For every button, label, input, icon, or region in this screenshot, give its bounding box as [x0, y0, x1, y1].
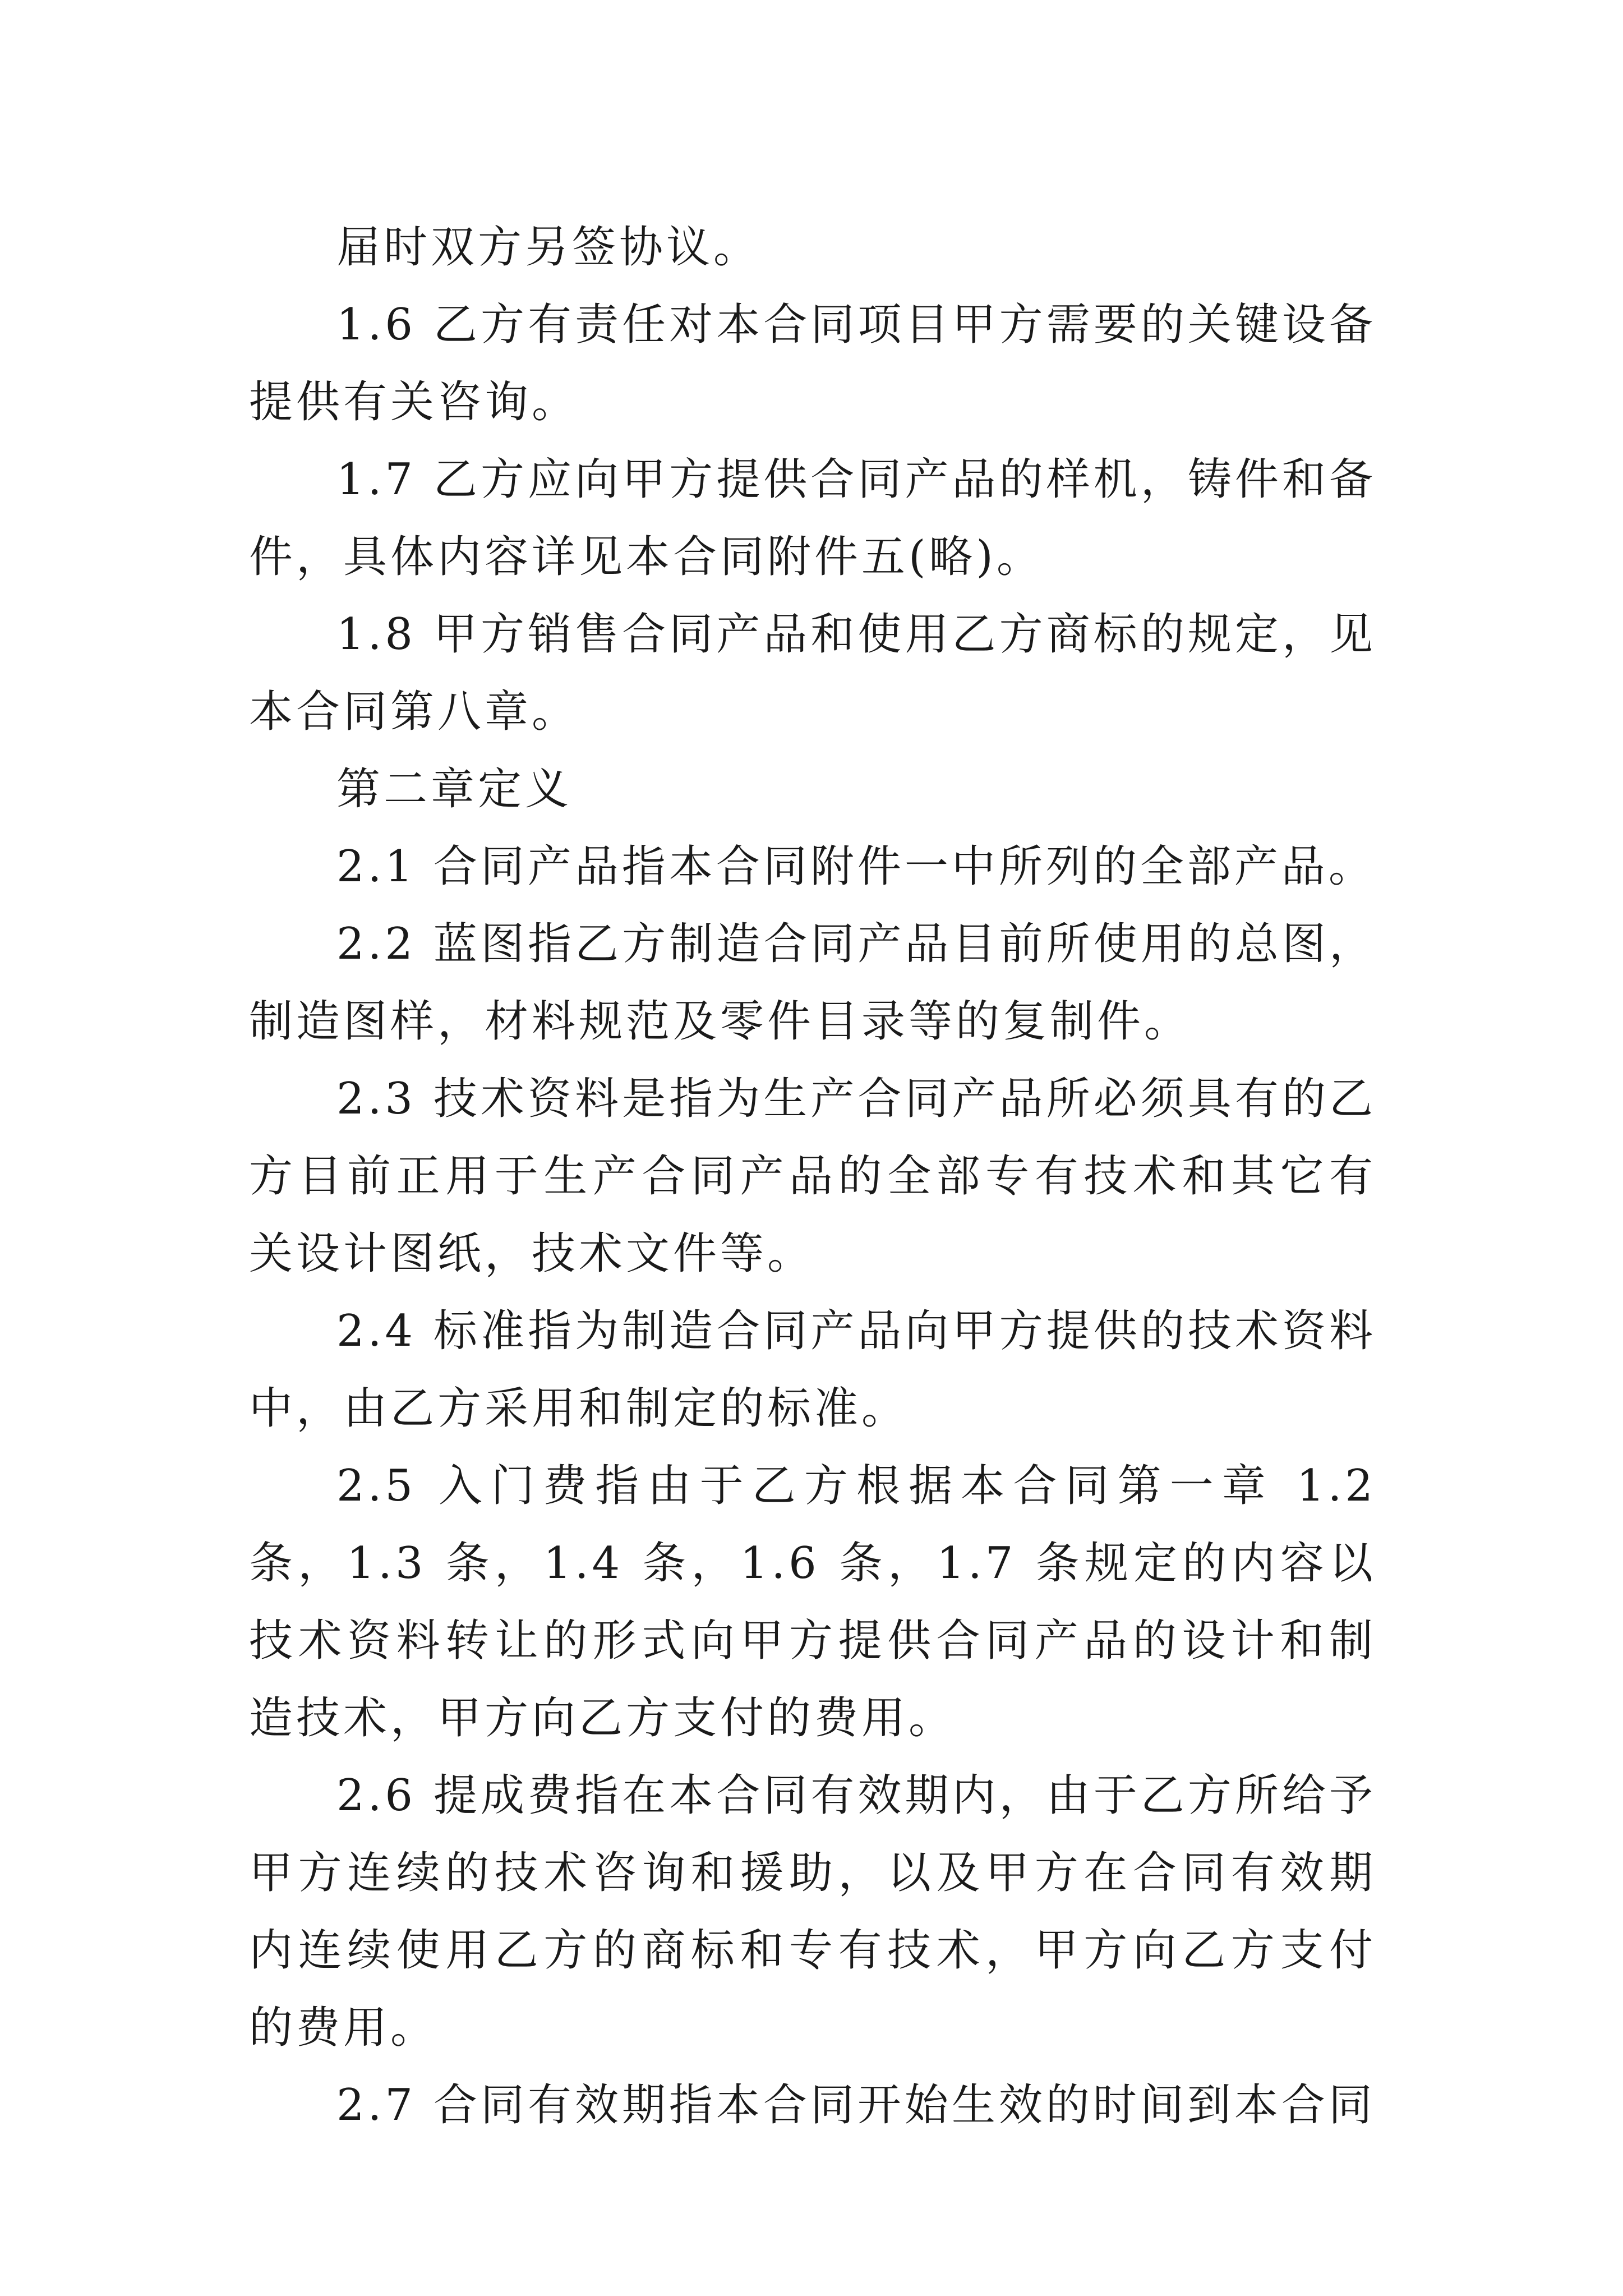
paragraph-1-7: 1.7 乙方应向甲方提供合同产品的样机，铸件和备件，具体内容详见本合同附件五(略)。: [249, 454, 1376, 582]
document-body: [249, 209, 1376, 2144]
paragraph-2-6: 2.6 提成费指在本合同有效期内，由于乙方所给予甲方连续的技术咨询和援助，以及甲方在合同有效期内连续使用乙方的商标和专有技术，甲方向乙方支付的费用。: [249, 1770, 1376, 2053]
paragraph-1-8: 1.8 甲方销售合同产品和使用乙方商标的规定，见本合同第八章。: [249, 609, 1376, 737]
paragraph-2-7: 2.7 合同有效期指本合同开始生效的时间到本合同: [336, 2080, 1376, 2131]
paragraph-2-5: 2.5 入门费指由于乙方根据本合同第一章 1.2 条，1.3 条，1.4 条，1.6 条，1.7 条规定的内容以技术资料转让的形式向甲方提供合同产品的设计和制造技术，甲方向乙方支付的费用。: [249, 1461, 1376, 1743]
paragraph-1-6: 1.6 乙方有责任对本合同项目甲方需要的关键设备提供有关咨询。: [249, 300, 1376, 427]
paragraph-2-3: 2.3 技术资料是指为生产合同产品所必须具有的乙方目前正用于生产合同产品的全部专有技术和其它有关设计图纸，技术文件等。: [249, 1074, 1376, 1279]
paragraph-2-4: 2.4 标准指为制造合同产品向甲方提供的技术资料中，由乙方采用和制定的标准。: [249, 1306, 1376, 1434]
paragraph-2-2: 2.2 蓝图指乙方制造合同产品目前所使用的总图，制造图样，材料规范及零件目录等的复制件。: [249, 919, 1376, 1047]
chapter-heading-definitions: 第二章定义: [336, 764, 573, 815]
paragraph-closing-agreement: 届时双方另签协议。: [336, 222, 761, 273]
paragraph-2-1: 2.1 合同产品指本合同附件一中所列的全部产品。: [336, 841, 1376, 892]
